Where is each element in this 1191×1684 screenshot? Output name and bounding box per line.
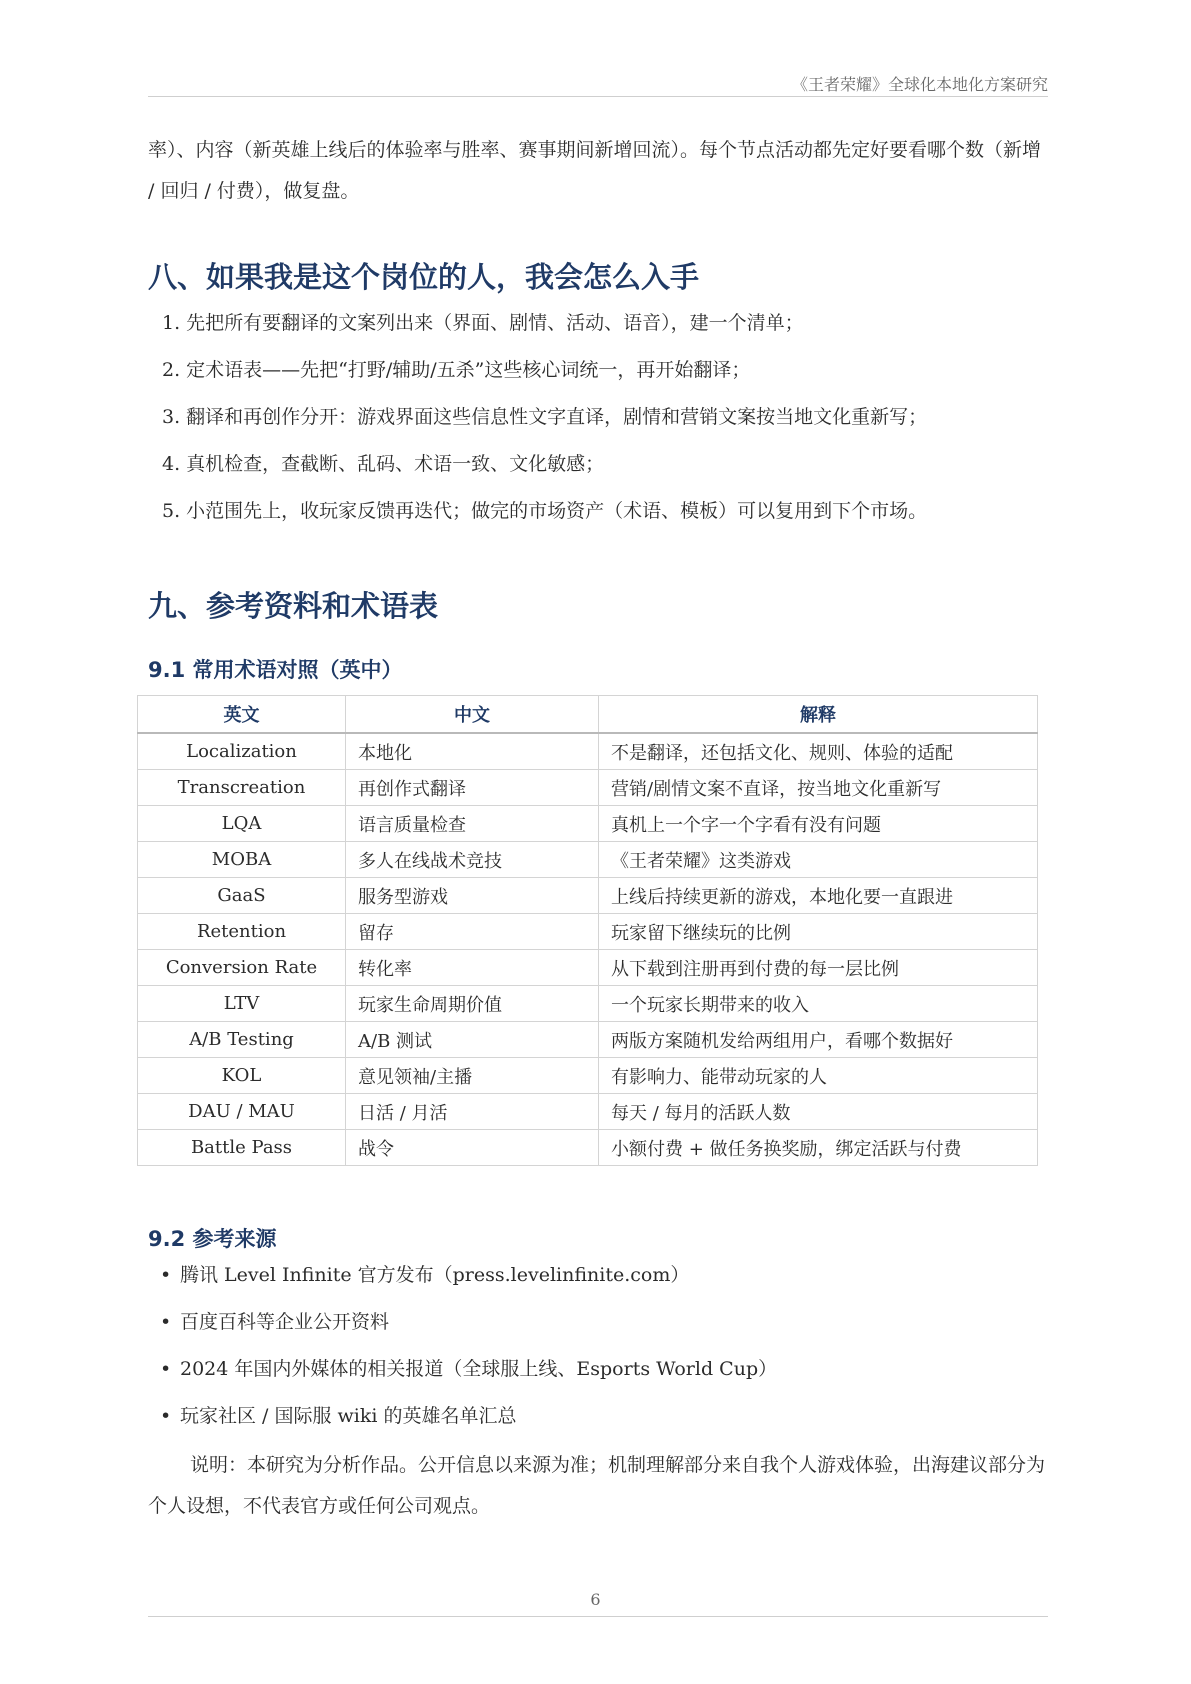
- term-english: LTV: [138, 986, 346, 1022]
- table-row: [138, 1022, 1038, 1058]
- term-chinese: 意见领袖/主播: [346, 1058, 599, 1094]
- term-chinese: 日活 / 月活: [346, 1094, 599, 1130]
- term-english: DAU / MAU: [138, 1094, 346, 1130]
- term-english: LQA: [138, 806, 346, 842]
- reference-text: 百度百科等企业公开资料: [180, 1311, 390, 1333]
- subsection-9-1-heading: 9.1 常用术语对照（英中）: [148, 658, 403, 682]
- list-item: [160, 1403, 777, 1450]
- term-chinese: 玩家生命周期价值: [346, 986, 599, 1022]
- table-row: [138, 950, 1038, 986]
- table-row: [138, 1130, 1038, 1166]
- table-row: [138, 986, 1038, 1022]
- bullet-icon: •: [160, 1358, 172, 1380]
- list-item: 5. 小范围先上，收玩家反馈再迭代；做完的市场资产（术语、模板）可以复用到下个市场。: [162, 500, 928, 522]
- term-chinese: 本地化: [346, 733, 599, 770]
- column-header-english: 英文: [138, 696, 346, 734]
- table-row: [138, 914, 1038, 950]
- column-header-chinese: 中文: [346, 696, 599, 734]
- term-chinese: 战令: [346, 1130, 599, 1166]
- section-9-heading: 九、参考资料和术语表: [148, 589, 439, 623]
- term-english: Transcreation: [138, 770, 346, 806]
- term-english: Conversion Rate: [138, 950, 346, 986]
- term-english: A/B Testing: [138, 1022, 346, 1058]
- table-row: [138, 878, 1038, 914]
- footer-divider: [148, 1616, 1048, 1617]
- running-header: 《王者荣耀》全球化本地化方案研究: [791, 75, 1048, 94]
- term-explanation: 玩家留下继续玩的比例: [599, 914, 1038, 950]
- list-item: [160, 1262, 777, 1309]
- disclaimer-paragraph: 说明：本研究为分析作品。公开信息以来源为准；机制理解部分来自我个人游戏体验，出海建议部分为个人设想，不代表官方或任何公司观点。: [148, 1454, 1046, 1517]
- term-explanation: 两版方案随机发给两组用户，看哪个数据好: [599, 1022, 1038, 1058]
- term-english: GaaS: [138, 878, 346, 914]
- term-explanation: 《王者荣耀》这类游戏: [599, 842, 1038, 878]
- term-explanation: 不是翻译，还包括文化、规则、体验的适配: [599, 733, 1038, 770]
- section-8-steps: [162, 310, 927, 545]
- header-divider: [148, 96, 1048, 97]
- reference-list: [160, 1262, 777, 1450]
- reference-text: 2024 年国内外媒体的相关报道（全球服上线、Esports World Cup）: [180, 1358, 778, 1380]
- term-chinese: 转化率: [346, 950, 599, 986]
- bullet-icon: •: [160, 1311, 172, 1333]
- page-number: 6: [590, 1590, 601, 1609]
- term-explanation: 小额付费 + 做任务换奖励，绑定活跃与付费: [599, 1130, 1038, 1166]
- reference-text: 玩家社区 / 国际服 wiki 的英雄名单汇总: [180, 1405, 517, 1427]
- subsection-9-2-heading: 9.2 参考来源: [148, 1227, 277, 1251]
- term-chinese: A/B 测试: [346, 1022, 599, 1058]
- table-row: [138, 806, 1038, 842]
- bullet-icon: •: [160, 1405, 172, 1427]
- reference-text: 腾讯 Level Infinite 官方发布（press.levelinfinite.com）: [180, 1264, 690, 1286]
- term-chinese: 留存: [346, 914, 599, 950]
- term-explanation: 真机上一个字一个字看有没有问题: [599, 806, 1038, 842]
- term-english: Retention: [138, 914, 346, 950]
- list-item: 3. 翻译和再创作分开：游戏界面这些信息性文字直译，剧情和营销文案按当地文化重新写；: [162, 406, 928, 428]
- term-chinese: 再创作式翻译: [346, 770, 599, 806]
- term-english: Battle Pass: [138, 1130, 346, 1166]
- table-row: [138, 1058, 1038, 1094]
- term-explanation: 上线后持续更新的游戏，本地化要一直跟进: [599, 878, 1038, 914]
- term-explanation: 从下载到注册再到付费的每一层比例: [599, 950, 1038, 986]
- table-header-row: [138, 696, 1038, 734]
- term-chinese: 语言质量检查: [346, 806, 599, 842]
- term-explanation: 每天 / 每月的活跃人数: [599, 1094, 1038, 1130]
- term-explanation: 营销/剧情文案不直译，按当地文化重新写: [599, 770, 1038, 806]
- term-english: MOBA: [138, 842, 346, 878]
- table-row: [138, 733, 1038, 770]
- term-english: KOL: [138, 1058, 346, 1094]
- term-explanation: 一个玩家长期带来的收入: [599, 986, 1038, 1022]
- table-row: [138, 1094, 1038, 1130]
- term-chinese: 多人在线战术竞技: [346, 842, 599, 878]
- term-chinese: 服务型游戏: [346, 878, 599, 914]
- term-english: Localization: [138, 733, 346, 770]
- table-row: [138, 842, 1038, 878]
- list-item: [160, 1356, 777, 1403]
- list-item: [160, 1309, 777, 1356]
- bullet-icon: •: [160, 1264, 172, 1286]
- list-item: 2. 定术语表——先把“打野/辅助/五杀”这些核心词统一，再开始翻译；: [162, 359, 751, 381]
- term-explanation: 有影响力、能带动玩家的人: [599, 1058, 1038, 1094]
- list-item: 4. 真机检查，查截断、乱码、术语一致、文化敏感；: [162, 453, 605, 475]
- table-row: [138, 770, 1038, 806]
- glossary-table: [137, 695, 1038, 1166]
- column-header-explanation: 解释: [599, 696, 1038, 734]
- intro-paragraph: 率）、内容（新英雄上线后的体验率与胜率、赛事期间新增回流）。每个节点活动都先定好要看哪个数（新增 / 回归 / 付费），做复盘。: [148, 139, 1042, 202]
- list-item: 1. 先把所有要翻译的文案列出来（界面、剧情、活动、语音），建一个清单；: [162, 312, 804, 334]
- section-8-heading: 八、如果我是这个岗位的人，我会怎么入手: [148, 260, 700, 294]
